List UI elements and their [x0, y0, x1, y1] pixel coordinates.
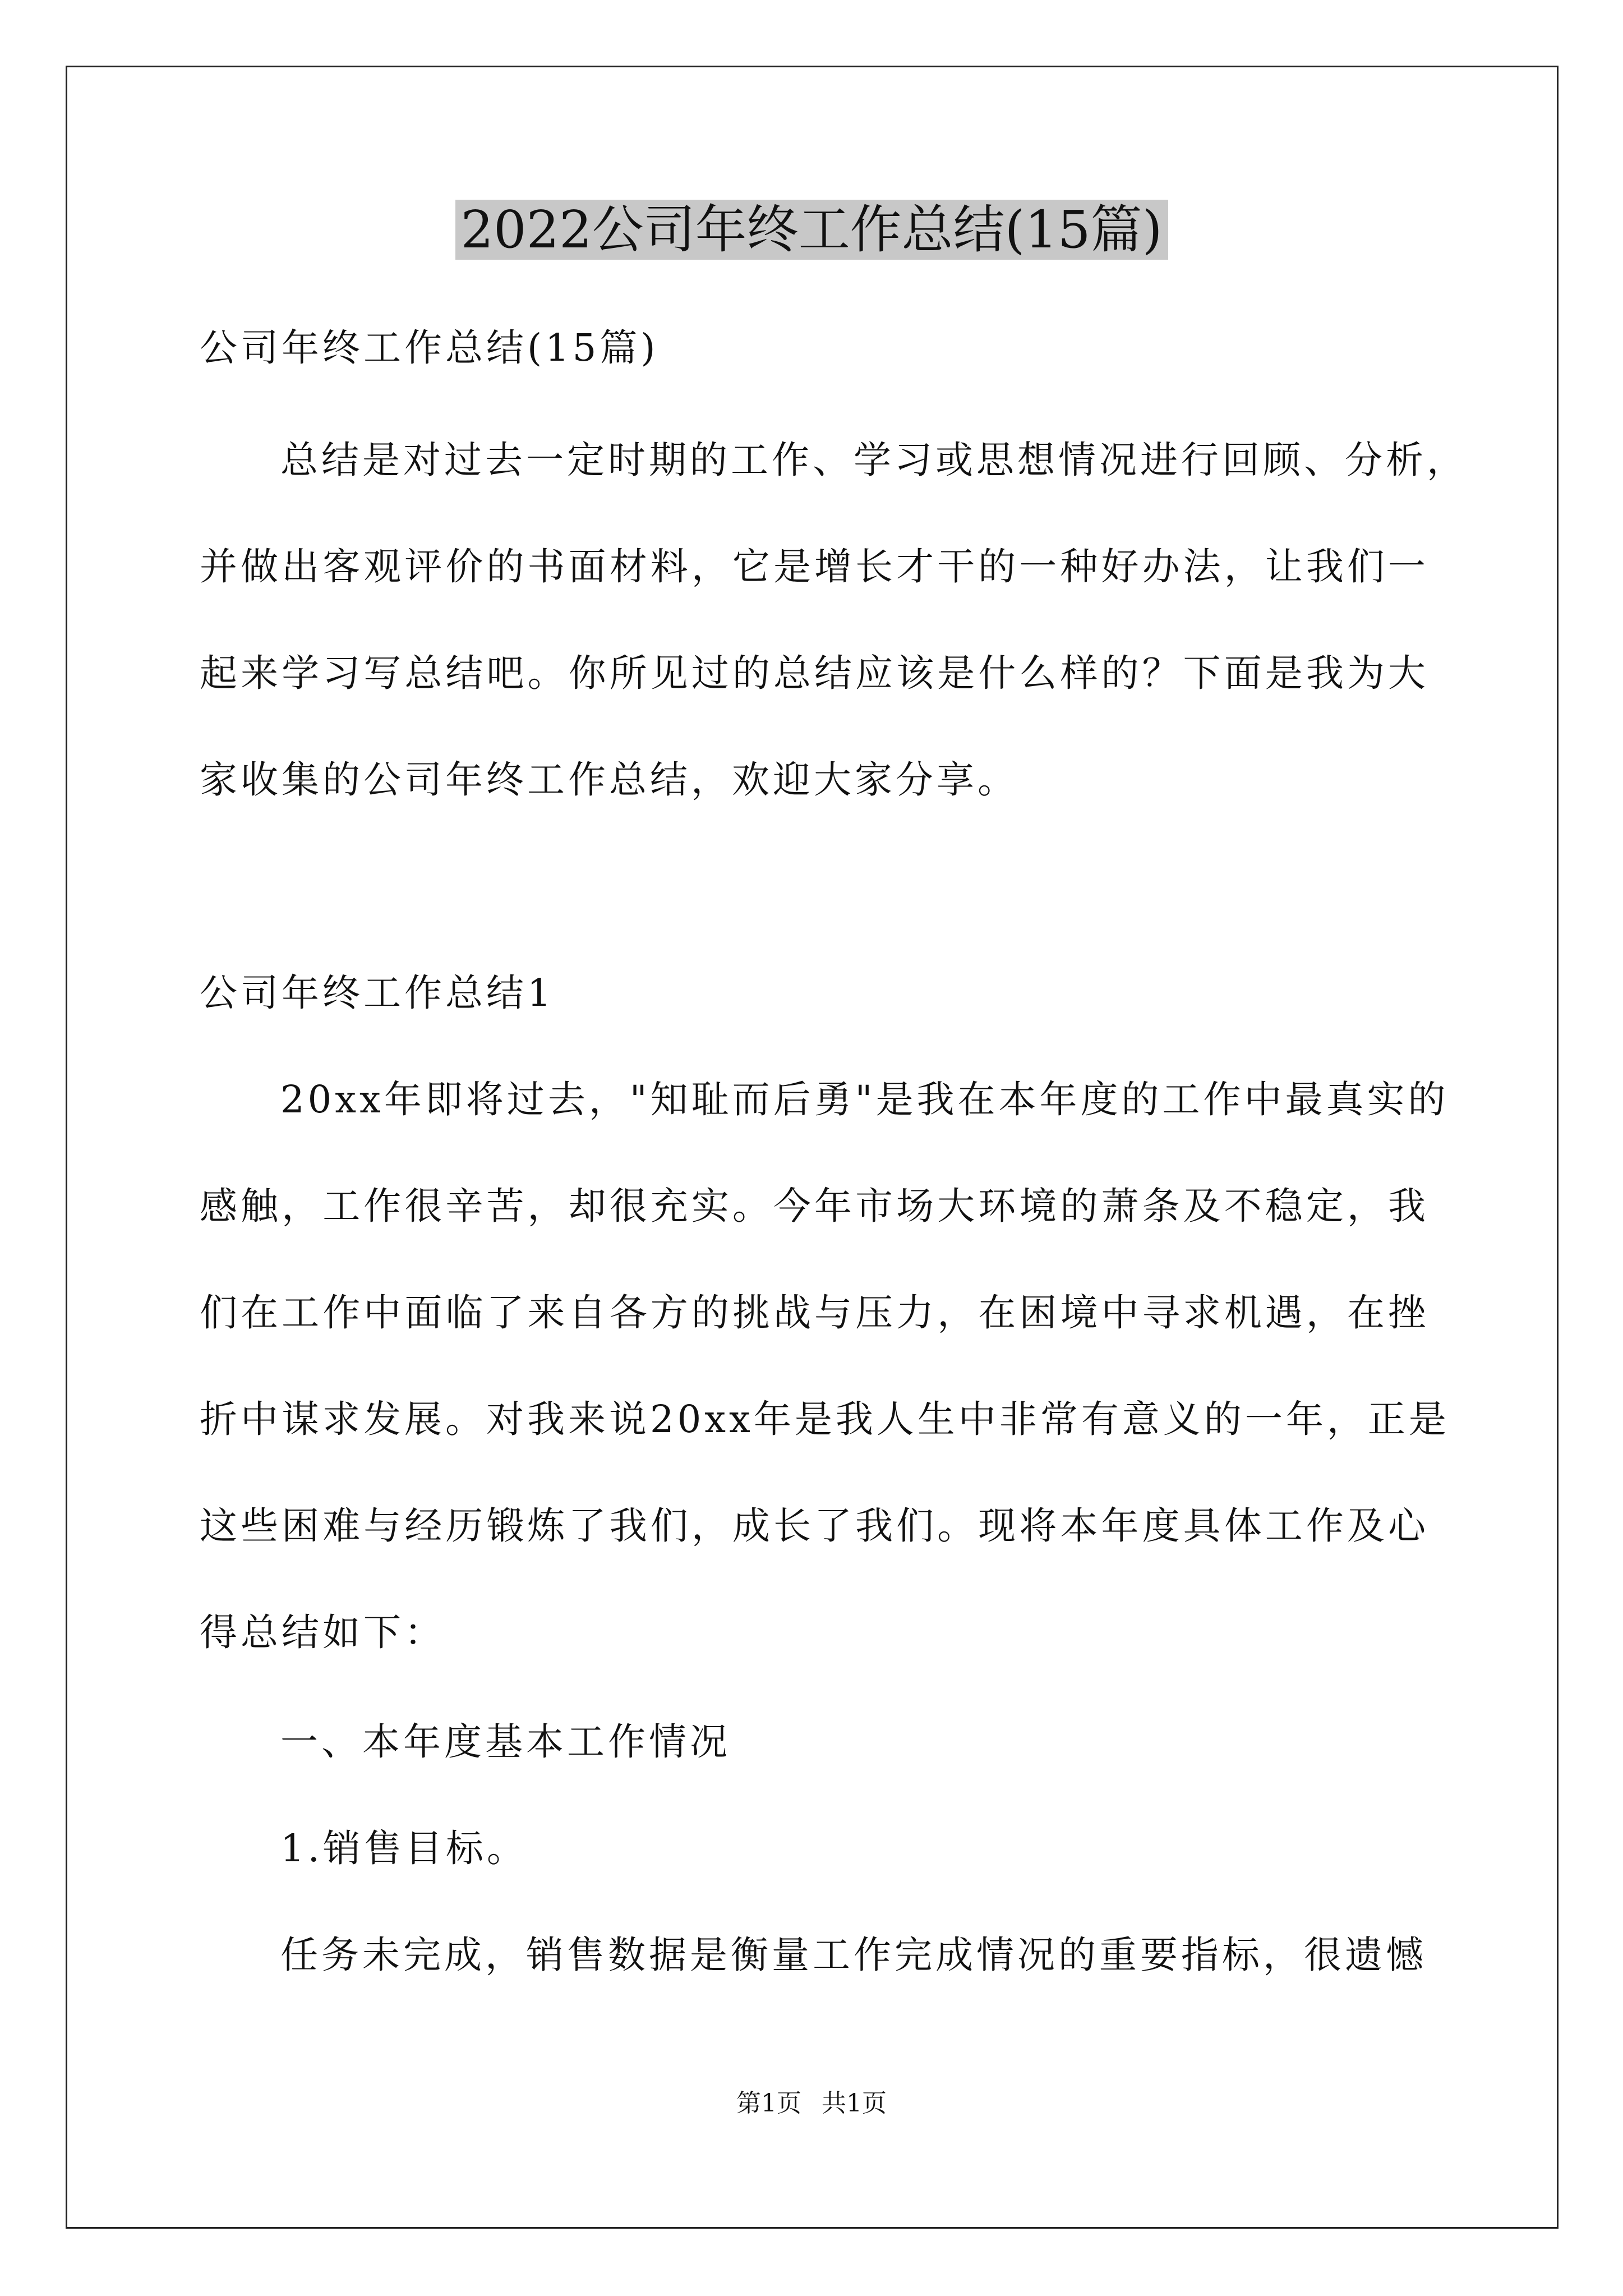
- document-title: [0, 188, 1623, 272]
- document-title-text: 2022公司年终工作总结(15篇): [455, 200, 1168, 260]
- page-current: 第1页: [736, 2089, 801, 2118]
- document-subtitle: 公司年终工作总结(15篇): [200, 326, 659, 370]
- page-total: 共1页: [822, 2089, 887, 2118]
- body-line-1: 20xx年即将过去，"知耻而后勇"是我在本年度的工作中最真实的: [280, 1078, 1449, 1121]
- last-body-line: 任务未完成，销售数据是衡量工作完成情况的重要指标，很遗憾: [280, 1933, 1427, 1977]
- sub-heading: 1.销售目标。: [280, 1826, 528, 1870]
- page-footer: [0, 2087, 1623, 2120]
- page-border: [66, 66, 1559, 2229]
- body-line-3: 们在工作中面临了来自各方的挑战与压力，在困境中寻求机遇，在挫: [200, 1291, 1429, 1335]
- intro-line-4: 家收集的公司年终工作总结，欢迎大家分享。: [200, 758, 1018, 802]
- intro-line-1: 总结是对过去一定时期的工作、学习或思想情况进行回顾、分析，: [280, 438, 1468, 482]
- body-line-4: 折中谋求发展。对我来说20xx年是我人生中非常有意义的一年，正是: [200, 1397, 1450, 1441]
- body-line-2: 感触，工作很辛苦，却很充实。今年市场大环境的萧条及不稳定，我: [200, 1184, 1429, 1228]
- item-heading: 一、本年度基本工作情况: [280, 1720, 731, 1764]
- intro-line-3: 起来学习写总结吧。你所见过的总结应该是什么样的？下面是我为大: [200, 651, 1429, 695]
- section-heading: 公司年终工作总结1: [200, 971, 555, 1015]
- body-line-6: 得总结如下：: [200, 1611, 445, 1654]
- body-line-5: 这些困难与经历锻炼了我们，成长了我们。现将本年度具体工作及心: [200, 1504, 1429, 1548]
- intro-line-2: 并做出客观评价的书面材料，它是增长才干的一种好办法，让我们一: [200, 545, 1429, 588]
